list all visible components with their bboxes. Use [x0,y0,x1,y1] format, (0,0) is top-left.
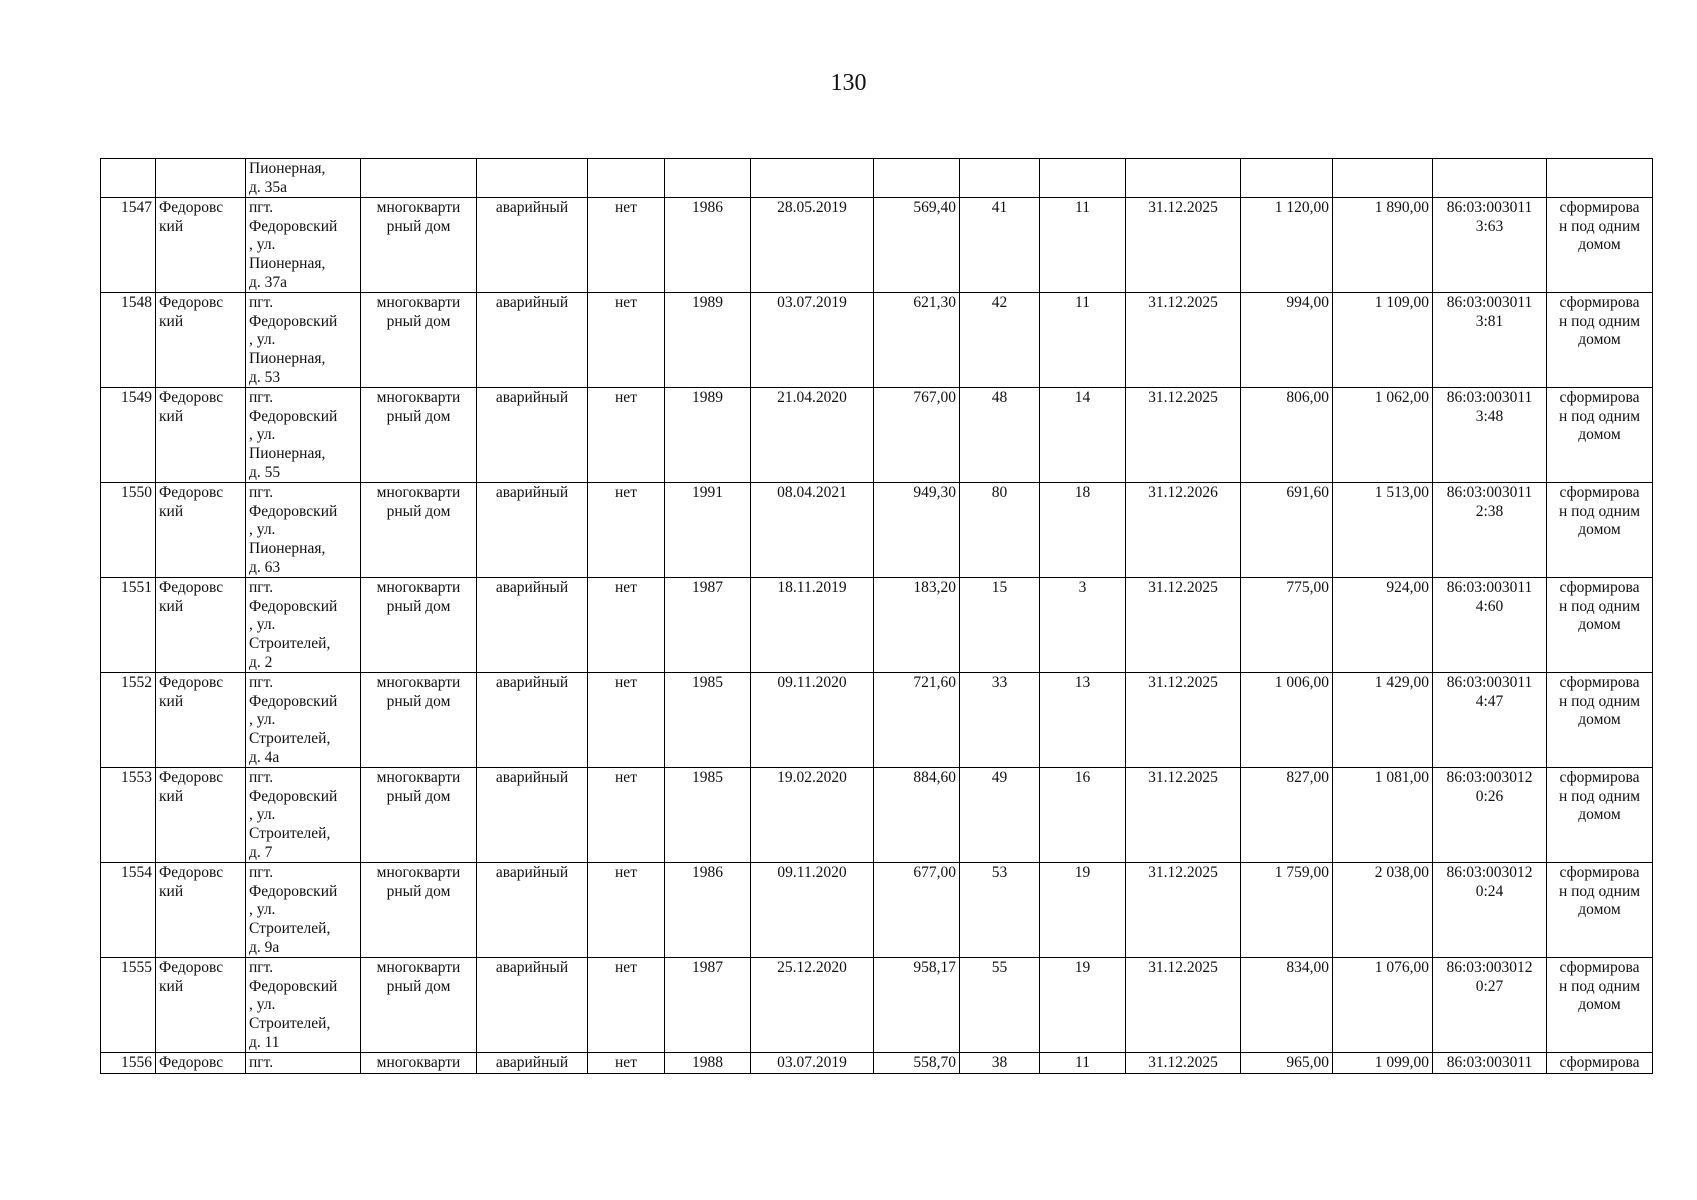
cell-address: пгт. Федоровский , ул. Строителей, д. 11 [246,958,361,1053]
cell-status: аварийный [477,768,588,863]
cell-status: аварийный [477,1053,588,1074]
cell-object-type: многокварти рный дом [361,198,477,293]
page-number: 130 [830,70,867,96]
cell-people: 49 [960,768,1040,863]
cell-year: 1987 [665,578,751,673]
cell-number: 1554 [101,863,156,958]
cell-number: 1547 [101,198,156,293]
cell-col-14: 1 076,00 [1333,958,1433,1053]
cell-district: Федоровс [156,1053,246,1074]
cell-date: 08.04.2021 [751,483,874,578]
cell-area: 721,60 [874,673,960,768]
cell-status: аварийный [477,388,588,483]
cell-deadline: 31.12.2025 [1126,1053,1241,1074]
cell-date: 03.07.2019 [751,1053,874,1074]
cell-col-13: 1 006,00 [1241,673,1333,768]
cell-note: сформирова н под одним домом [1547,863,1653,958]
cell-premises: 11 [1040,198,1126,293]
cell-col-14: 924,00 [1333,578,1433,673]
cell-cadastral: 86:03:003012 0:27 [1433,958,1547,1053]
table-row [101,198,1653,293]
cell-date [751,159,874,198]
cell-object-type: многокварти рный дом [361,483,477,578]
cell-note: сформирова н под одним домом [1547,958,1653,1053]
cell-address: пгт. Федоровский , ул. Пионерная, д. 63 [246,483,361,578]
cell-district: Федоровс кий [156,483,246,578]
cell-area: 569,40 [874,198,960,293]
cell-object-type: многокварти рный дом [361,863,477,958]
cell-year: 1986 [665,863,751,958]
cell-people: 53 [960,863,1040,958]
cell-address: пгт. Федоровский , ул. Пионерная, д. 53 [246,293,361,388]
cell-district: Федоровс кий [156,673,246,768]
cell-object-type [361,159,477,198]
cell-year: 1989 [665,293,751,388]
cell-premises: 11 [1040,1053,1126,1074]
cell-col-6: нет [588,388,665,483]
cell-object-type: многокварти рный дом [361,388,477,483]
cell-cadastral: 86:03:003011 4:60 [1433,578,1547,673]
cell-district: Федоровс кий [156,293,246,388]
cell-area: 621,30 [874,293,960,388]
cell-deadline: 31.12.2026 [1126,483,1241,578]
cell-date: 19.02.2020 [751,768,874,863]
cell-col-14: 1 081,00 [1333,768,1433,863]
cell-cadastral: 86:03:003011 [1433,1053,1547,1074]
cell-address: пгт. [246,1053,361,1074]
cell-address: пгт. Федоровский , ул. Пионерная, д. 55 [246,388,361,483]
cell-district: Федоровс кий [156,958,246,1053]
cell-col-13: 775,00 [1241,578,1333,673]
cell-note: сформирова [1547,1053,1653,1074]
table-row [101,673,1653,768]
table-row [101,293,1653,388]
cell-date: 21.04.2020 [751,388,874,483]
cell-district [156,159,246,198]
cell-status: аварийный [477,673,588,768]
cell-object-type: многокварти рный дом [361,958,477,1053]
cell-area [874,159,960,198]
table-row [101,768,1653,863]
cell-col-14 [1333,159,1433,198]
cell-deadline [1126,159,1241,198]
cell-date: 28.05.2019 [751,198,874,293]
cell-area: 183,20 [874,578,960,673]
cell-number: 1553 [101,768,156,863]
cell-people: 80 [960,483,1040,578]
cell-col-13: 1 120,00 [1241,198,1333,293]
cell-col-14: 2 038,00 [1333,863,1433,958]
cell-people: 42 [960,293,1040,388]
cell-note [1547,159,1653,198]
cell-district: Федоровс кий [156,198,246,293]
cell-col-13: 1 759,00 [1241,863,1333,958]
cell-people: 38 [960,1053,1040,1074]
cell-col-6: нет [588,483,665,578]
cell-cadastral: 86:03:003012 0:24 [1433,863,1547,958]
cell-col-13 [1241,159,1333,198]
cell-address: пгт. Федоровский , ул. Строителей, д. 9а [246,863,361,958]
cell-col-13: 834,00 [1241,958,1333,1053]
cell-note: сформирова н под одним домом [1547,293,1653,388]
cell-people: 33 [960,673,1040,768]
cell-area: 677,00 [874,863,960,958]
cell-district: Федоровс кий [156,863,246,958]
cell-cadastral: 86:03:003011 3:81 [1433,293,1547,388]
cell-people: 41 [960,198,1040,293]
cell-note: сформирова н под одним домом [1547,578,1653,673]
cell-col-14: 1 890,00 [1333,198,1433,293]
table-row-continuation [101,159,1653,198]
cell-object-type: многокварти рный дом [361,578,477,673]
cell-number: 1555 [101,958,156,1053]
cell-object-type: многокварти рный дом [361,293,477,388]
cell-district: Федоровс кий [156,578,246,673]
cell-year: 1987 [665,958,751,1053]
cell-status: аварийный [477,863,588,958]
cell-col-6: нет [588,293,665,388]
cell-object-type: многокварти рный дом [361,768,477,863]
cell-premises: 13 [1040,673,1126,768]
cell-year: 1989 [665,388,751,483]
cell-number: 1552 [101,673,156,768]
cell-area: 558,70 [874,1053,960,1074]
cell-premises: 3 [1040,578,1126,673]
cell-object-type: многокварти [361,1053,477,1074]
cell-deadline: 31.12.2025 [1126,768,1241,863]
cell-col-6 [588,159,665,198]
cell-cadastral: 86:03:003011 3:48 [1433,388,1547,483]
cell-address: Пионерная, д. 35а [246,159,361,198]
cell-col-6: нет [588,1053,665,1074]
cell-col-14: 1 099,00 [1333,1053,1433,1074]
table-row [101,958,1653,1053]
cell-date: 09.11.2020 [751,673,874,768]
cell-number: 1550 [101,483,156,578]
cell-premises: 16 [1040,768,1126,863]
cell-object-type: многокварти рный дом [361,673,477,768]
cell-premises: 19 [1040,958,1126,1053]
cell-people [960,159,1040,198]
cell-col-14: 1 513,00 [1333,483,1433,578]
cell-note: сформирова н под одним домом [1547,198,1653,293]
cell-deadline: 31.12.2025 [1126,293,1241,388]
cell-people: 55 [960,958,1040,1053]
table-row [101,863,1653,958]
cell-date: 09.11.2020 [751,863,874,958]
cell-col-6: нет [588,863,665,958]
cell-note: сформирова н под одним домом [1547,483,1653,578]
housing-registry-table [100,158,1653,1074]
cell-deadline: 31.12.2025 [1126,673,1241,768]
cell-date: 18.11.2019 [751,578,874,673]
cell-year: 1985 [665,768,751,863]
cell-col-13: 965,00 [1241,1053,1333,1074]
cell-date: 25.12.2020 [751,958,874,1053]
cell-col-14: 1 109,00 [1333,293,1433,388]
cell-district: Федоровс кий [156,388,246,483]
cell-col-14: 1 429,00 [1333,673,1433,768]
cell-premises: 11 [1040,293,1126,388]
cell-people: 15 [960,578,1040,673]
cell-number: 1549 [101,388,156,483]
cell-status: аварийный [477,958,588,1053]
cell-date: 03.07.2019 [751,293,874,388]
cell-col-6: нет [588,958,665,1053]
cell-status: аварийный [477,483,588,578]
cell-people: 48 [960,388,1040,483]
cell-district: Федоровс кий [156,768,246,863]
cell-cadastral [1433,159,1547,198]
cell-deadline: 31.12.2025 [1126,863,1241,958]
cell-year [665,159,751,198]
cell-deadline: 31.12.2025 [1126,388,1241,483]
cell-cadastral: 86:03:003012 0:26 [1433,768,1547,863]
cell-year: 1986 [665,198,751,293]
cell-area: 767,00 [874,388,960,483]
cell-year: 1991 [665,483,751,578]
cell-note: сформирова н под одним домом [1547,768,1653,863]
cell-deadline: 31.12.2025 [1126,578,1241,673]
cell-number: 1548 [101,293,156,388]
cell-cadastral: 86:03:003011 4:47 [1433,673,1547,768]
table-row [101,1053,1653,1074]
cell-note: сформирова н под одним домом [1547,388,1653,483]
cell-col-13: 827,00 [1241,768,1333,863]
cell-status: аварийный [477,578,588,673]
cell-col-6: нет [588,578,665,673]
cell-cadastral: 86:03:003011 3:63 [1433,198,1547,293]
cell-address: пгт. Федоровский , ул. Строителей, д. 4а [246,673,361,768]
cell-deadline: 31.12.2025 [1126,198,1241,293]
cell-year: 1985 [665,673,751,768]
cell-col-14: 1 062,00 [1333,388,1433,483]
cell-number: 1556 [101,1053,156,1074]
cell-address: пгт. Федоровский , ул. Строителей, д. 2 [246,578,361,673]
cell-number: 1551 [101,578,156,673]
cell-status: аварийный [477,293,588,388]
table-row [101,483,1653,578]
cell-address: пгт. Федоровский , ул. Строителей, д. 7 [246,768,361,863]
cell-status [477,159,588,198]
cell-col-6: нет [588,673,665,768]
cell-col-13: 806,00 [1241,388,1333,483]
table-row [101,388,1653,483]
cell-area: 949,30 [874,483,960,578]
cell-year: 1988 [665,1053,751,1074]
cell-deadline: 31.12.2025 [1126,958,1241,1053]
cell-premises: 19 [1040,863,1126,958]
table-row [101,578,1653,673]
cell-premises: 18 [1040,483,1126,578]
cell-premises: 14 [1040,388,1126,483]
cell-cadastral: 86:03:003011 2:38 [1433,483,1547,578]
cell-col-6: нет [588,198,665,293]
cell-col-13: 994,00 [1241,293,1333,388]
cell-premises [1040,159,1126,198]
table-body [101,159,1653,1074]
cell-number [101,159,156,198]
cell-area: 884,60 [874,768,960,863]
cell-status: аварийный [477,198,588,293]
cell-col-6: нет [588,768,665,863]
cell-address: пгт. Федоровский , ул. Пионерная, д. 37а [246,198,361,293]
cell-note: сформирова н под одним домом [1547,673,1653,768]
cell-area: 958,17 [874,958,960,1053]
cell-col-13: 691,60 [1241,483,1333,578]
